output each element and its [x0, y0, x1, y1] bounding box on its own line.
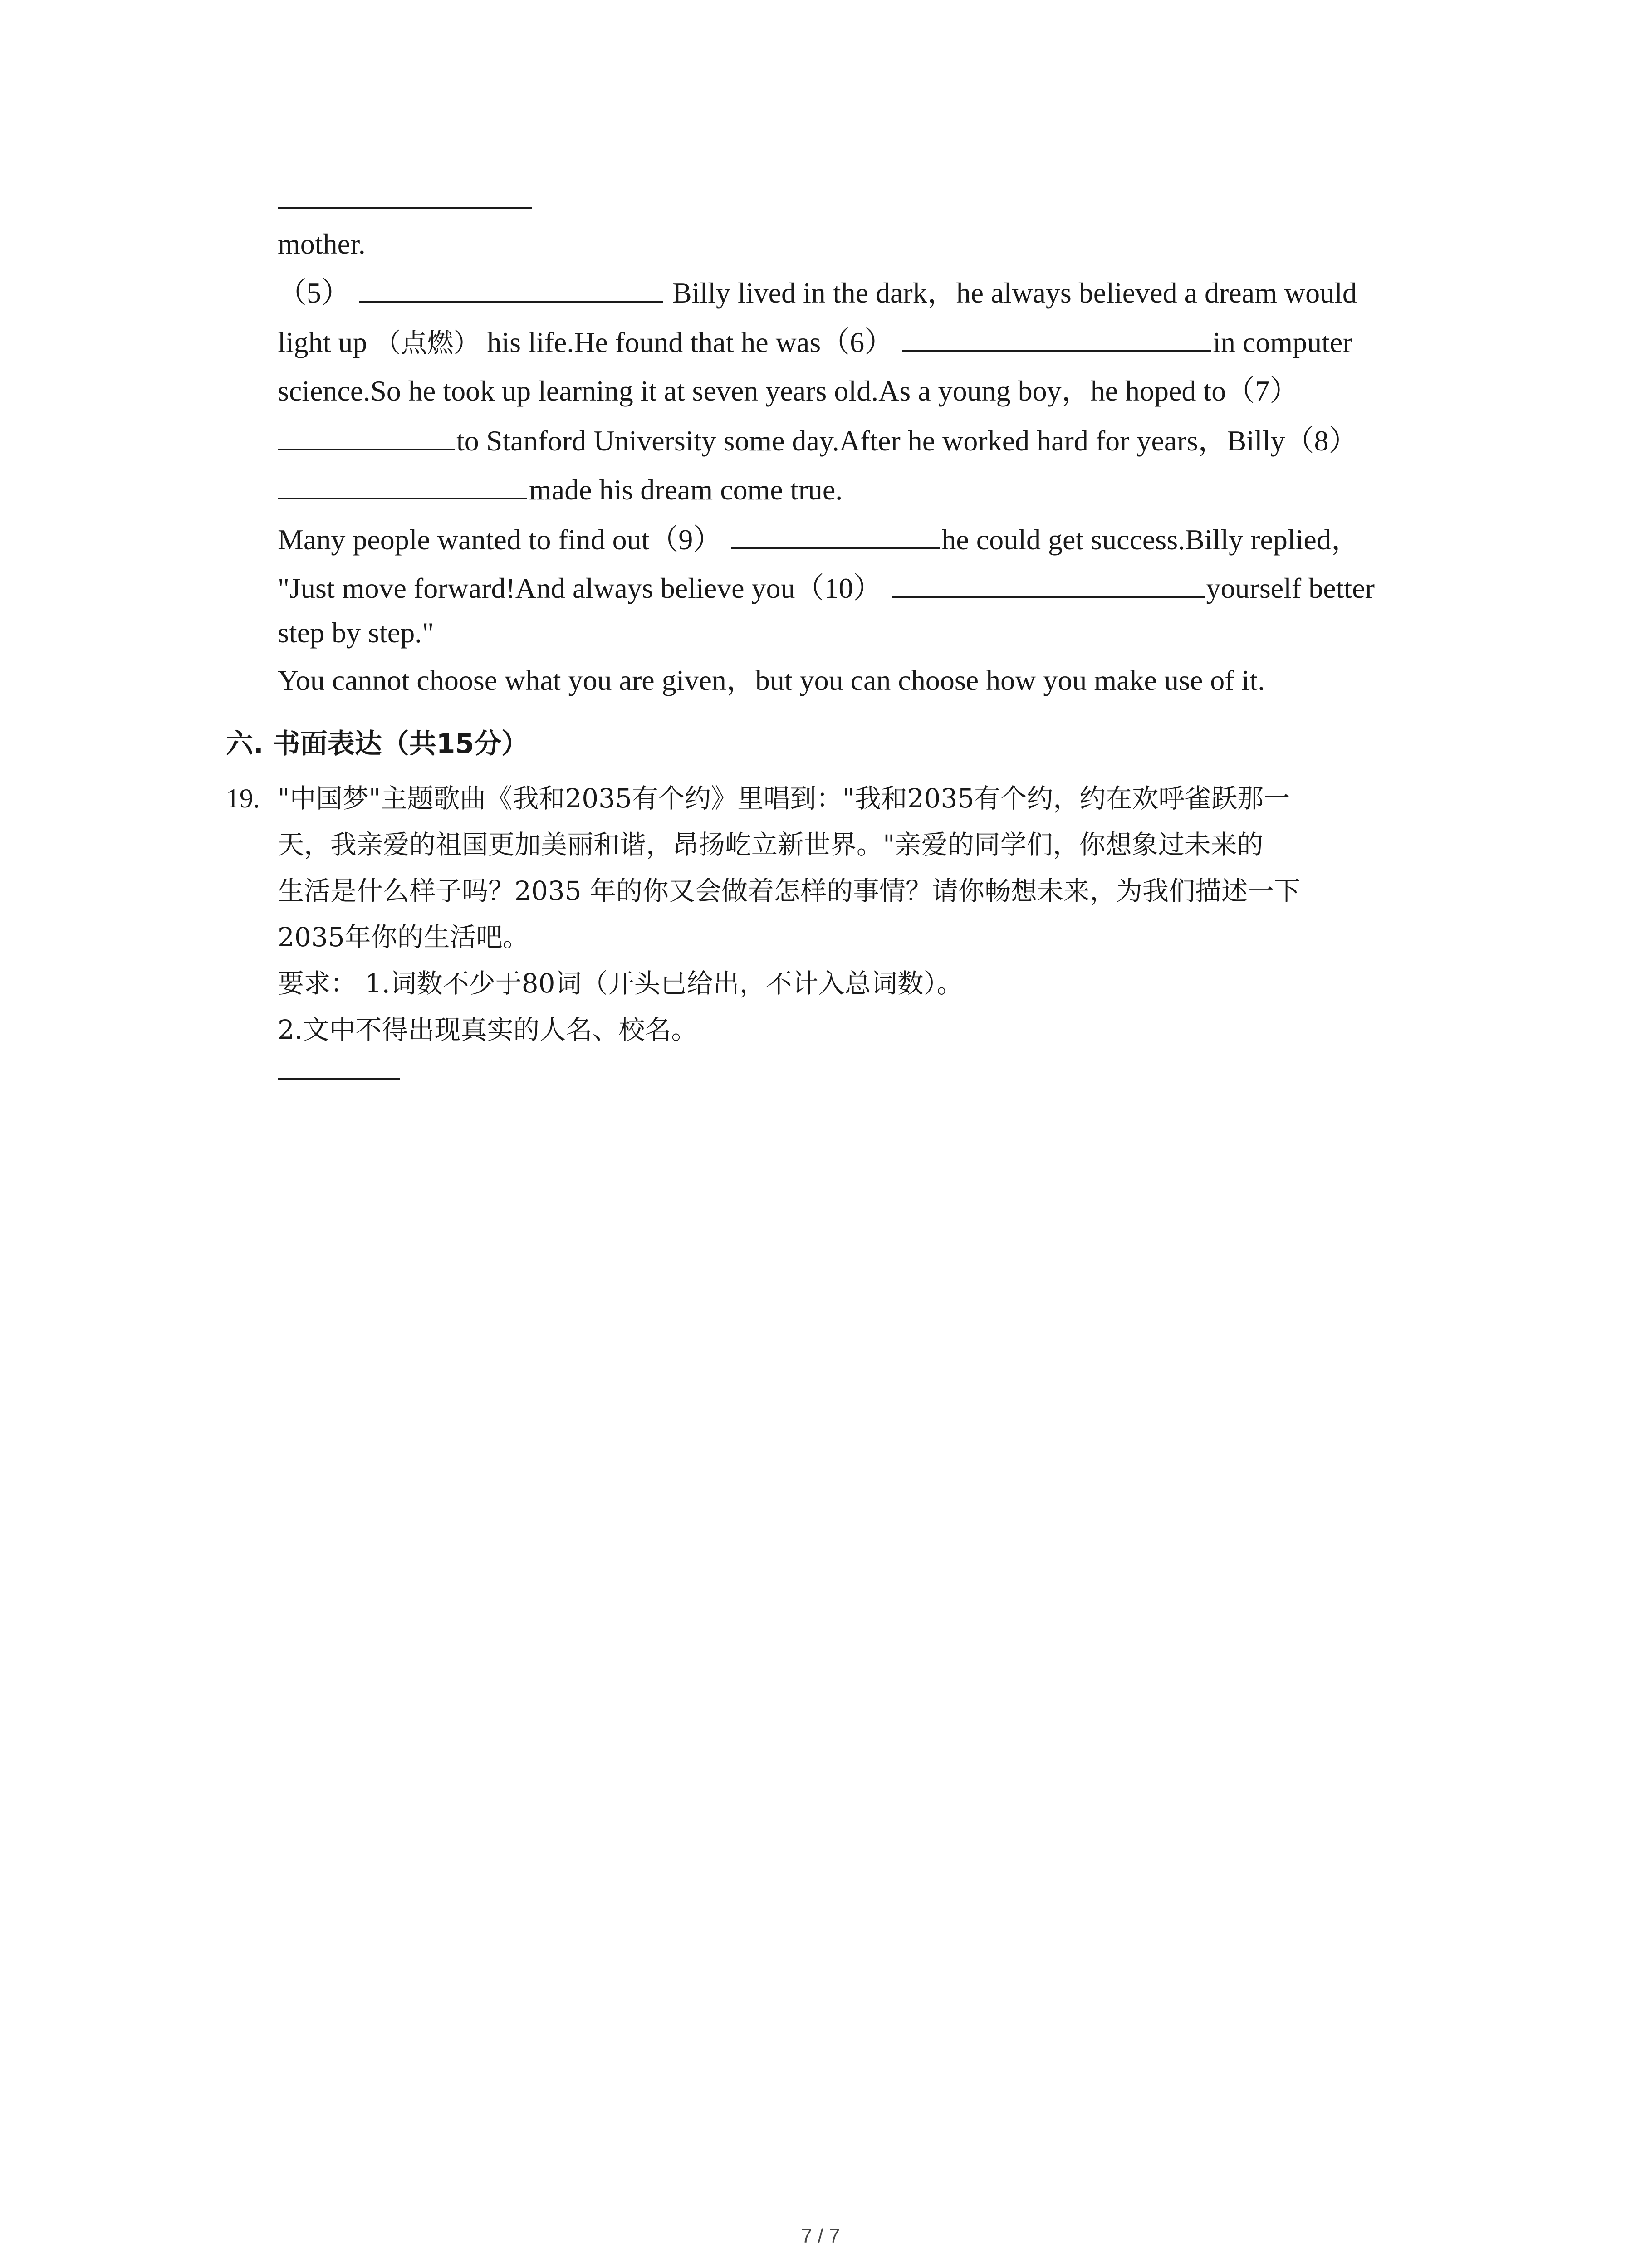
requirement-1: 要求： 1.词数不少于80词（开头已给出，不计入总词数）。	[278, 968, 963, 999]
question-line-3: 生活是什么样子吗？2035 年的你又会做着怎样的事情？请你畅想未来，为我们描述一下	[278, 875, 1301, 906]
passage-line-3: science.So he took up learning it at seven years old.As a young boy，he hoped to（7）	[278, 375, 1299, 407]
answer-blank-top[interactable]	[278, 181, 534, 218]
answer-blank-6[interactable]	[902, 325, 1211, 352]
section-heading: 六. 书面表达（共15分）	[226, 728, 529, 760]
blank-5-label: （5）	[278, 277, 350, 309]
passage-line-4: to Stanford University some day.After he worked hard for years，Billy（8）	[278, 423, 1358, 459]
passage-line-1: （5） Billy lived in the dark，he always believed a dream would	[278, 275, 1357, 311]
passage-line-mother: mother.	[278, 228, 366, 260]
passage-line-9: You cannot choose what you are given，but you can choose how you make use of it.	[278, 664, 1265, 696]
answer-blank-7[interactable]	[278, 423, 455, 450]
answer-blank-10[interactable]	[892, 571, 1205, 598]
passage-line-8: step by step."	[278, 616, 434, 649]
answer-blank-8[interactable]	[278, 472, 527, 499]
passage-line-5: made his dream come true.	[278, 472, 843, 508]
question-line-1: "中国梦"主题歌曲《我和2035有个约》里唱到："我和2035有个约，约在欢呼雀跃那一	[278, 783, 1290, 814]
answer-blank-9[interactable]	[731, 522, 940, 549]
question-line-2: 天，我亲爱的祖国更加美丽和谐，昂扬屹立新世界。"亲爱的同学们，你想象过未来的	[278, 829, 1264, 860]
requirement-2: 2.文中不得出现真实的人名、校名。	[278, 1014, 698, 1045]
answer-blank-essay[interactable]	[278, 1052, 402, 1089]
passage-line-6: Many people wanted to find out（9） he could get success.Billy replied，	[278, 522, 1360, 558]
answer-blank-5[interactable]	[359, 275, 663, 303]
passage-line-2: light up （点燃） his life.He found that he was（6） in computer	[278, 324, 1352, 361]
question-number: 19.	[226, 783, 260, 813]
passage-line-7: "Just move forward!And always believe you（10） yourself better	[278, 570, 1375, 606]
page-number: 7 / 7	[801, 2225, 840, 2247]
question-line-4: 2035年你的生活吧。	[278, 922, 529, 953]
